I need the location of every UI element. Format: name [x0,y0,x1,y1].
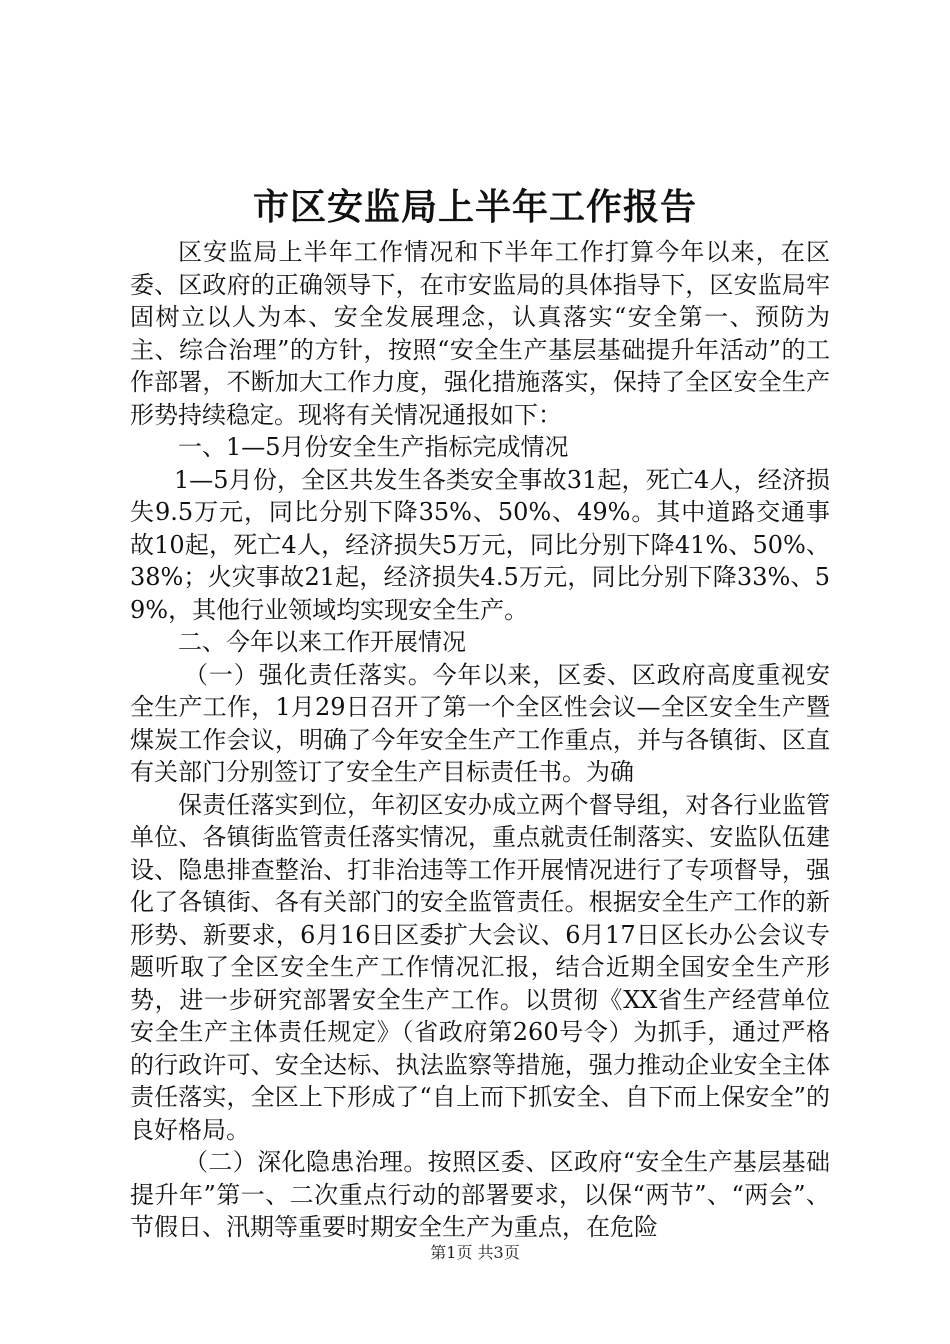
hazard-paragraph: （二）深化隐患治理。按照区委、区政府“安全生产基层基础提升年”第一、二次重点行动的部署要求，以保“两节”、“两会”、节假日、汛期等重要时期安全生产为重点，在危险 [130,1148,830,1241]
responsibility-continued-paragraph: 保责任落实到位，年初区安办成立两个督导组，对各行业监管单位、各镇街监管责任落实情况，重点就责任制落实、安监队伍建设、隐患排查整治、打非治违等工作开展情况进行了专项督导，强化了各镇街、各有关部门的安全监管责任。根据安全生产工作的新形势、新要求，6月16日区委扩大会议、6月17日区长办公会议专题听取了全区安全生产工作情况汇报，结合近期全国安全生产形势，进一步研究部署安全生产工作。以贯彻《XX省生产经营单位安全生产主体责任规定》（省政府第260号令）为抓手，通过严格的行政许可、安全达标、执法监察等措施，强力推动企业安全主体责任落实，全区上下形成了“自上而下抓安全、自下而上保安全”的良好格局。 [130,790,830,1144]
responsibility-paragraph: （一）强化责任落实。今年以来，区委、区政府高度重视安全生产工作，1月29日召开了第一个全区性会议—全区安全生产暨煤炭工作会议，明确了今年安全生产工作重点，并与各镇街、区直有关部门分别签订了安全生产目标责任书。为确 [130,660,830,786]
page-title: 市区安监局上半年工作报告 [252,187,697,228]
page-footer: 第1页 共3页 [430,1243,520,1262]
document-body [130,236,830,1244]
indicator-paragraph: 1—5月份，全区共发生各类安全事故31起，死亡4人，经济损失9.5万元，同比分别下降35%、50%、49%。其中道路交通事故10起，死亡4人，经济损失5万元，同比分别下降41%、50%、38%；火灾事故21起，经济损失4.5万元，同比分别下降33%、59%，其他行业领域均实现安全生产。 [130,465,830,624]
section-heading-1: 一、1—5月份安全生产指标完成情况 [178,433,569,461]
intro-paragraph: 区安监局上半年工作情况和下半年工作打算今年以来，在区委、区政府的正确领导下，在市安监局的具体指导下，区安监局牢固树立以人为本、安全发展理念，认真落实“安全第一、预防为主、综合治理”的方针，按照“安全生产基层基础提升年活动”的工作部署，不断加大工作力度，强化措施落实，保持了全区安全生产形势持续稳定。现将有关情况通报如下： [130,238,830,429]
section-heading-2: 二、今年以来工作开展情况 [178,628,466,656]
